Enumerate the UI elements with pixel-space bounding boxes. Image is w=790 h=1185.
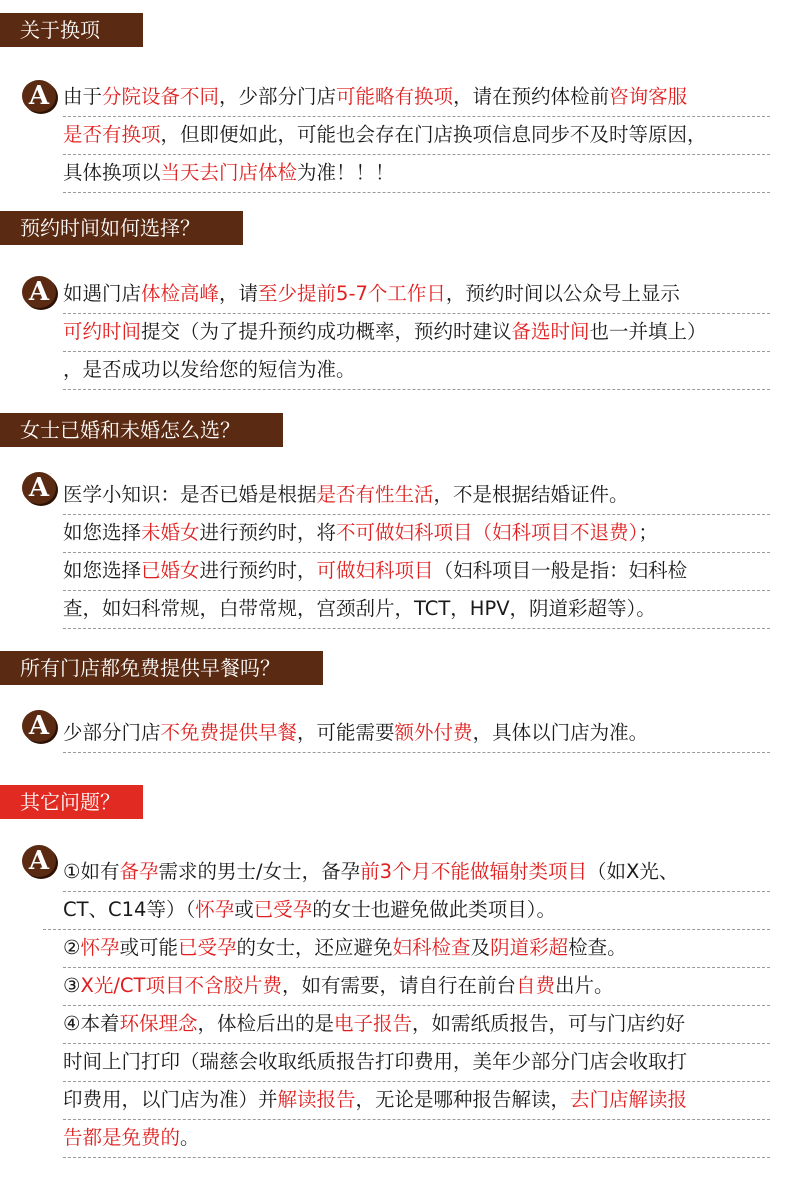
text-line: 如遇门店体检高峰，请至少提前5-7个工作日，预约时间以公众号上显示 xyxy=(63,275,770,314)
text-line: ①如有备孕需求的男士/女士，备孕前3个月不能做辐射类项目（如X光、 xyxy=(63,853,770,892)
text-line: 少部分门店不免费提供早餐，可能需要额外付费，具体以门店为准。 xyxy=(63,714,770,753)
answer-a-icon: A xyxy=(22,80,56,112)
text-line: 告都是免费的。 xyxy=(63,1119,770,1158)
text-line: ④本着环保理念，体检后出的是电子报告，如需纸质报告，可与门店约好 xyxy=(63,1005,770,1044)
answer-a-icon: A xyxy=(22,472,56,504)
text-line: 医学小知识：是否已婚是根据是否有性生活，不是根据结婚证件。 xyxy=(63,476,770,515)
text-line: CT、C14等）（怀孕或已受孕的女士也避免做此类项目）。 xyxy=(43,891,770,930)
text-line: 由于分院设备不同，少部分门店可能略有换项，请在预约体检前咨询客服 xyxy=(63,78,770,117)
text-line: 具体换项以当天去门店体检为准！！！ xyxy=(63,154,770,193)
section-header: 女士已婚和未婚怎么选？ xyxy=(0,413,283,447)
text-line: 如您选择已婚女进行预约时，可做妇科项目（妇科项目一般是指：妇科检 xyxy=(63,552,770,591)
text-line: 查，如妇科常规，白带常规，宫颈刮片，TCT，HPV，阴道彩超等）。 xyxy=(63,590,770,629)
section-header: 其它问题？ xyxy=(0,785,143,819)
text-line: ，是否成功以发给您的短信为准。 xyxy=(63,351,770,390)
section-header: 关于换项 xyxy=(0,13,143,47)
text-line: 可约时间提交（为了提升预约成功概率，预约时建议备选时间也一并填上） xyxy=(63,313,770,352)
text-line: 如您选择未婚女进行预约时，将不可做妇科项目（妇科项目不退费）； xyxy=(63,514,770,553)
section-header: 预约时间如何选择？ xyxy=(0,211,243,245)
answer-a-icon: A xyxy=(22,276,56,308)
answer-a-icon: A xyxy=(22,845,56,877)
section-header: 所有门店都免费提供早餐吗？ xyxy=(0,651,323,685)
text-line: 是否有换项，但即便如此，可能也会存在门店换项信息同步不及时等原因， xyxy=(63,116,770,155)
text-line: ②怀孕或可能已受孕的女士，还应避免妇科检查及阴道彩超检查。 xyxy=(63,929,770,968)
answer-a-icon: A xyxy=(22,710,56,742)
text-line: 时间上门打印（瑞慈会收取纸质报告打印费用，美年少部分门店会收取打 xyxy=(63,1043,770,1082)
text-line: ③X光/CT项目不含胶片费，如有需要，请自行在前台自费出片。 xyxy=(63,967,770,1006)
text-line: 印费用，以门店为准）并解读报告，无论是哪种报告解读，去门店解读报 xyxy=(63,1081,770,1120)
